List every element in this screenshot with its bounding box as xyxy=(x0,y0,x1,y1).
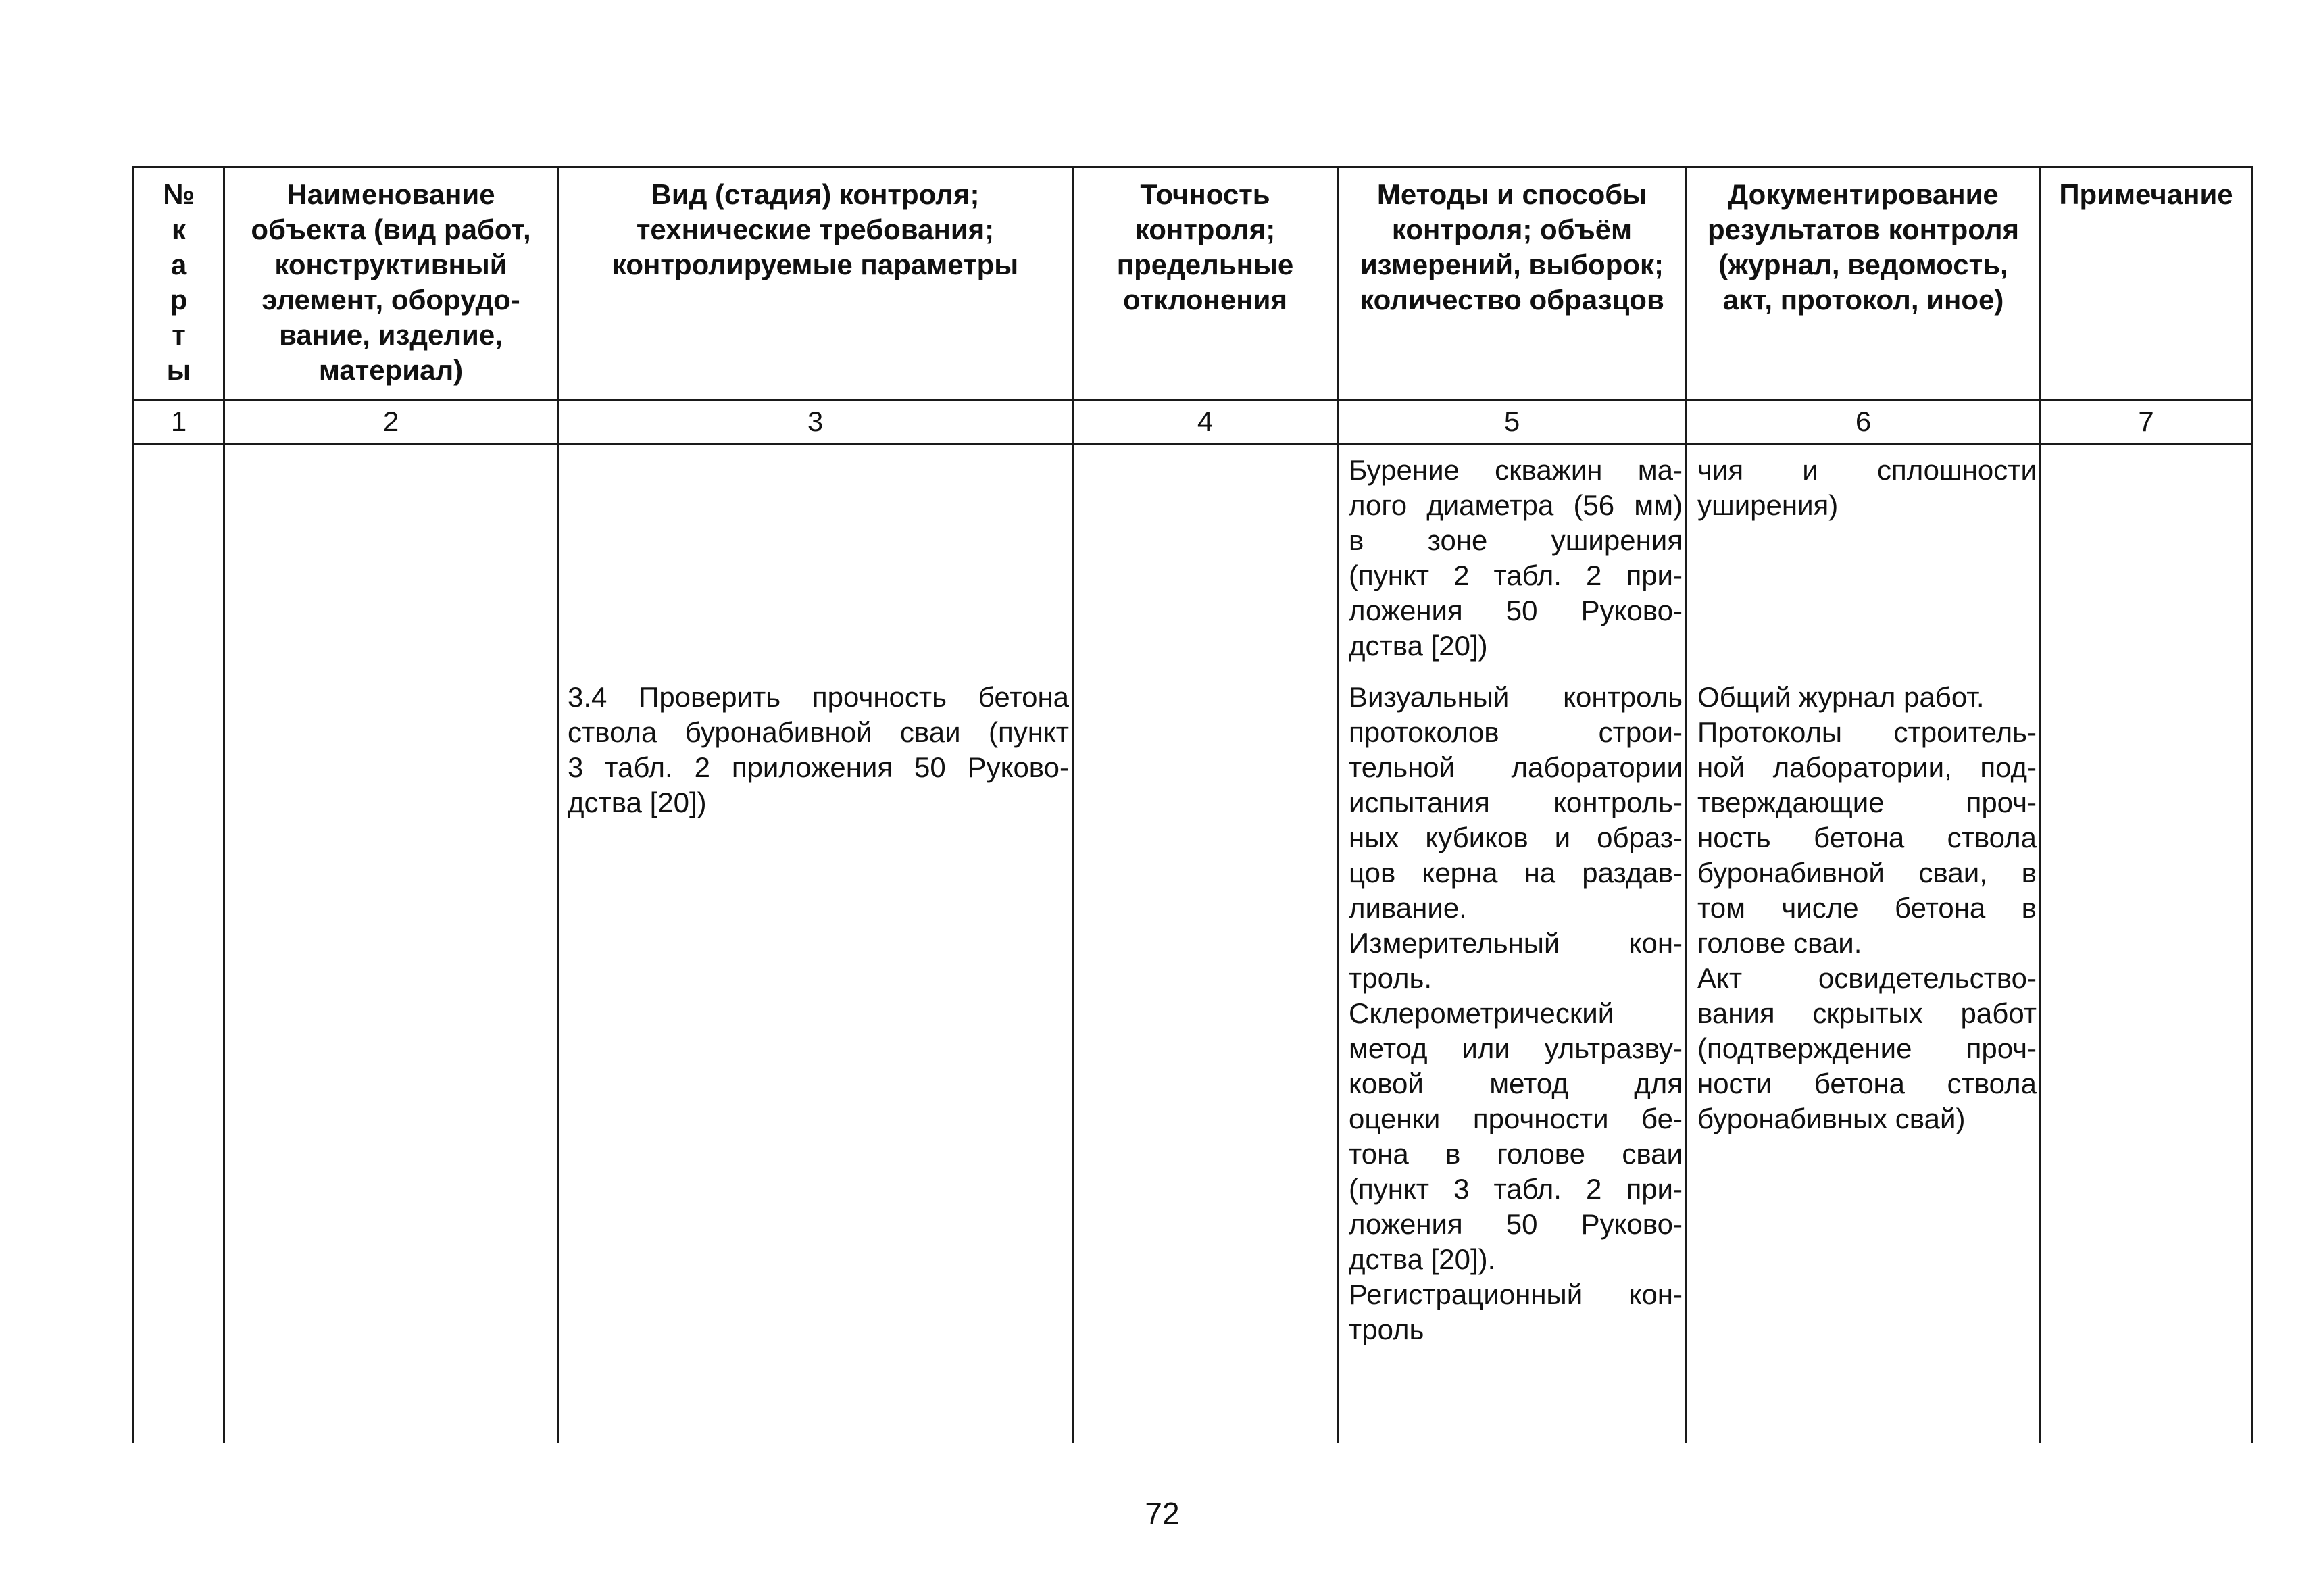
column-number-3: 3 xyxy=(807,405,824,437)
column-number-2: 2 xyxy=(382,405,399,437)
header-col-3: Вид (стадия) контроля; технические требования; контролируемые параметры xyxy=(612,178,1019,280)
column-divider-2 xyxy=(557,166,559,1443)
numbers-row-bottom-border xyxy=(132,443,2253,445)
method-measurement-text: Измерительный кон- троль. xyxy=(1349,927,1683,994)
column-divider-6 xyxy=(2039,166,2041,1443)
header-col-7: Примечание xyxy=(2059,178,2233,210)
method-visual-control-text: Визуальный контроль протоколов строи- тельной лаборатории испытания контроль- ных кубиков и образ- цов керна на раздав- ливание. xyxy=(1349,681,1683,924)
column-divider-4 xyxy=(1337,166,1339,1443)
page-number: 72 xyxy=(1145,1496,1180,1531)
column-divider-5 xyxy=(1685,166,1687,1443)
documentation-act-text: Акт освидетельство- вания скрытых работ (подтверждение проч- ности бетона ствола буронабивных свай) xyxy=(1697,962,2037,1134)
documentation-journal-text: Общий журнал работ. xyxy=(1697,681,1985,713)
column-number-7: 7 xyxy=(2138,405,2154,437)
method-sclerometric-text: Склерометрический метод или ультразву- ковой метод для оценки прочности бе- тона в голове сваи (пункт 3 табл. 2 при- ложения 50 Руково- дства [20]). xyxy=(1349,997,1683,1275)
header-col-6: Документирование результатов контроля (журнал, ведомость, акт, протокол, иное) xyxy=(1707,178,2020,316)
table-right-border xyxy=(2251,166,2253,1443)
table-top-border xyxy=(132,166,2253,168)
method-registration-text: Регистрационный кон- троль xyxy=(1349,1278,1683,1345)
header-col-2: Наименование объекта (вид работ, конструктивный элемент, оборудо- вание, изделие, материал) xyxy=(251,178,531,386)
control-requirement-text: 3.4 Проверить прочность бетона ствола буронабивной сваи (пункт 3 табл. 2 приложения 50 Руково- дства [20]) xyxy=(568,681,1069,818)
method-drilling-text: Бурение скважин ма- лого диаметра (56 мм) в зоне уширения (пункт 2 табл. 2 при- ложения 50 Руково- дства [20]) xyxy=(1349,454,1683,662)
column-number-1: 1 xyxy=(170,405,187,437)
header-bottom-border xyxy=(132,399,2253,401)
documentation-protocols-text: Протоколы строитель- ной лаборатории, под- тверждающие проч- ность бетона ствола буронабивной сваи, в том числе бетона в голове сваи. xyxy=(1697,716,2037,959)
header-col-1: № к а р т ы xyxy=(163,178,195,386)
column-number-6: 6 xyxy=(1855,405,1872,437)
column-number-4: 4 xyxy=(1197,405,1214,437)
column-divider-3 xyxy=(1072,166,1074,1443)
documentation-continued-text: чия и сплошности уширения) xyxy=(1697,454,2037,521)
column-number-5: 5 xyxy=(1503,405,1520,437)
header-col-5: Методы и способы контроля; объём измерений, выборок; количество образцов xyxy=(1360,178,1664,316)
header-col-4: Точность контроля; предельные отклонения xyxy=(1116,178,1294,316)
